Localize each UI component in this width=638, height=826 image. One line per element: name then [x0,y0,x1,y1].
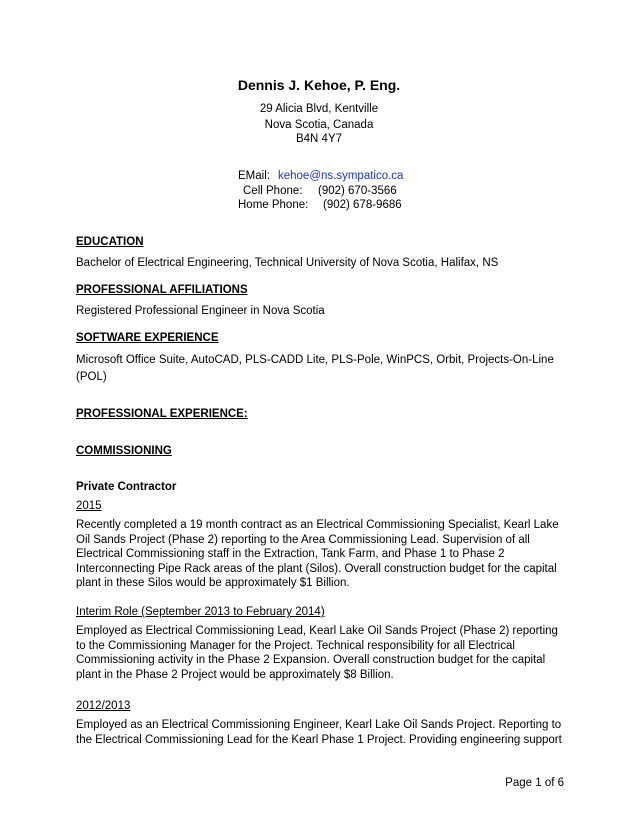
software-heading: SOFTWARE EXPERIENCE [76,332,219,344]
commissioning-heading: COMMISSIONING [76,445,172,457]
cell-phone-label: Cell Phone: [243,185,303,197]
home-phone-number: (902) 678-9686 [323,199,402,211]
page-number: Page 1 of 6 [505,777,564,789]
entry-period: 2015 [76,500,102,512]
affiliations-heading: PROFESSIONAL AFFILIATIONS [76,284,248,296]
address-line-2: Nova Scotia, Canada [264,119,374,131]
affiliations-text: Registered Professional Engineer in Nova Scotia [76,305,325,317]
entry-description: Recently completed a 19 month contract as an Electrical Commissioning Specialist, Kearl Lake Oil Sands Project (Phase 2) reporting to the Area Commissioning Lead. Supervision of all Electrical Commissioning staff in the Extraction, Tank Farm, and Phase 1 to Phase 2 Interconnecting Pipe Rack areas of the plant (Silos). Overall construction budget for the capital plant in these Silos would be approximately $1 Billion. [76,519,559,589]
entry-description: Employed as Electrical Commissioning Lead, Kearl Lake Oil Sands Project (Phase 2) reporting to the Commissioning Manager for the Project. Technical responsibility for all Electrical Commissioning activity in the Phase 2 Expansion. Overall construction budget for the capital plant in the Phase 2 Project would be approximately $8 Billion. [76,625,558,681]
address-line-3: B4N 4Y7 [295,133,343,145]
address-line-1: 29 Alicia Blvd, Kentville [259,103,379,115]
software-text: Microsoft Office Suite, AutoCAD, PLS-CADD Lite, PLS-Pole, WinPCS, Orbit, Projects-On-Line (POL) [76,354,554,383]
candidate-name: Dennis J. Kehoe, P. Eng. [237,77,401,93]
cell-phone-number: (902) 670-3566 [318,185,397,197]
education-heading: EDUCATION [76,236,144,248]
entry-period: 2012/2013 [76,700,131,712]
experience-heading: PROFESSIONAL EXPERIENCE: [76,408,248,420]
email-label: EMail: [238,170,270,182]
email-link[interactable]: kehoe@ns.sympatico.ca [278,170,404,182]
home-phone-label: Home Phone: [238,199,309,211]
education-text: Bachelor of Electrical Engineering, Technical University of Nova Scotia, Halifax, NS [76,257,499,269]
entry-description: Employed as an Electrical Commissioning Engineer, Kearl Lake Oil Sands Project. Reporting to the Electrical Commissioning Lead for the Kearl Phase 1 Project. Providing engineering support [76,719,562,746]
entry-period: Interim Role (September 2013 to February 2014) [76,606,325,618]
employer-name: Private Contractor [76,481,177,493]
